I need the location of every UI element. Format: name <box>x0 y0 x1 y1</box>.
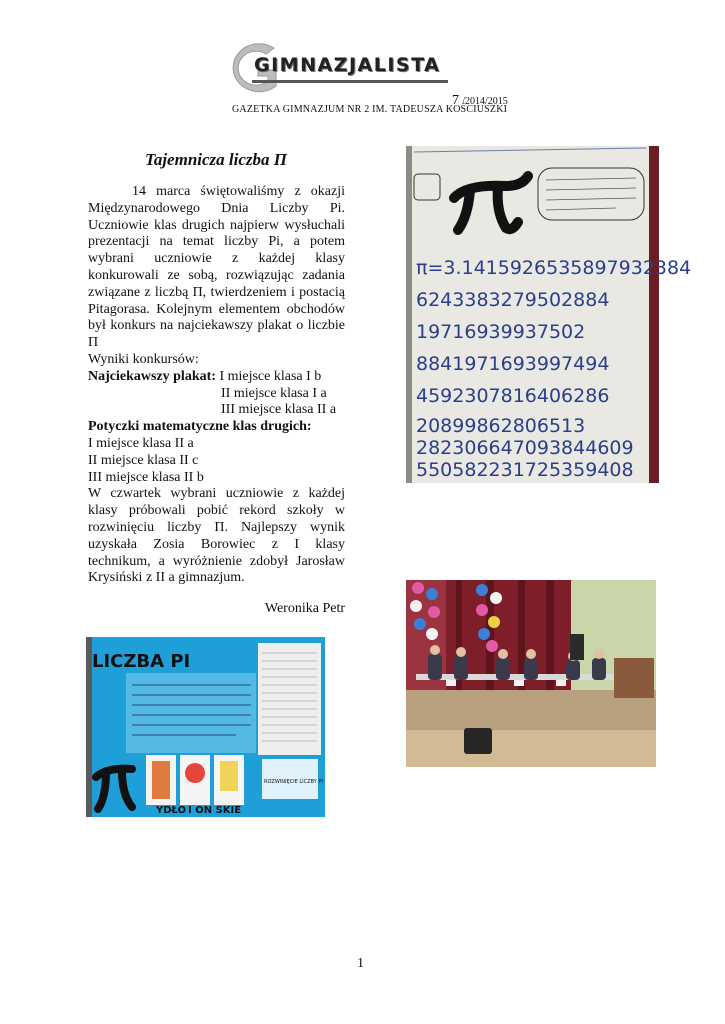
logo-underline <box>252 80 448 83</box>
record-paragraph: W czwartek wybrani uczniowie z każdej klasy próbowali pobić rekord szkoły w rozwinięciu liczby Π. Najlepszy wynik uzyskała Zosia Borowiec z I klasy technikum, a wyróżnienie zdobył Jarosław Krysiński z II a gimnazjum. <box>88 486 345 586</box>
pi-digits-line: 4592307816406286 <box>416 385 610 407</box>
pi-digits-line: 550582231725359408 <box>416 459 634 481</box>
pi-digits-line: 1971693993​7502 <box>416 321 586 343</box>
issue-year: /2014/2015 <box>462 96 508 107</box>
poster-label: Najciekawszy plakat: <box>88 368 216 384</box>
poster-title: LICZBA PI <box>92 651 191 672</box>
logo-text: GIMNAZJALISTA <box>254 54 441 76</box>
pi-digits-line: 2823066470938446​09 <box>416 437 634 459</box>
math-heading: Potyczki matematyczne klas drugich: <box>88 419 312 435</box>
poster-result: II miejsce klasa I a <box>221 385 327 401</box>
pi-poster-drawing <box>406 146 692 483</box>
pi-digits-line: 2089986280651​3 <box>416 415 586 437</box>
math-result: II miejsce klasa II c <box>88 452 199 468</box>
article-body <box>88 184 345 618</box>
pi-digits-line: π=3.14159265358979323​84 <box>416 257 692 279</box>
issue-number: 7 <box>452 93 459 108</box>
poster-result-row <box>88 369 345 386</box>
masthead-logo <box>222 40 448 98</box>
article-title: Tajemnicza liczba Π <box>145 150 287 169</box>
math-result: I miejsce klasa II a <box>88 435 194 451</box>
article-intro: 14 marca świętowaliśmy z okazji Międzynarodowego Dnia Liczby Pi. Uczniowie klas drugich najpierw wysłuchali prezentacji na temat liczby Pi, a potem wybrani uczniowie z każdej klasy konkurowali ze sobą, rozwiązując zadania związane z liczbą Π, twierdzeniem i postacią Pitagorasa. Kolejnym elementem obchodów był konkurs na najciekawszy plakat o liczbie Π <box>88 184 345 351</box>
poster-caption: YDŁO <box>156 805 187 816</box>
results-heading: Wyniki konkursów: <box>88 351 199 367</box>
newsletter-subtitle: GAZETKA GIMNAZJUM NR 2 IM. TADEUSZA KOŚCIUSZKI <box>232 104 508 115</box>
blue-poster-drawing <box>86 637 325 817</box>
pi-poster-photo <box>406 146 692 483</box>
contest-stage-photo <box>406 580 656 767</box>
math-result: III miejsce klasa II b <box>88 469 204 485</box>
contest-stage-drawing <box>406 580 656 767</box>
poster-caption: ROZWINIĘCIE LICZBY PI <box>264 779 323 785</box>
poster-caption: I ON SKIE <box>188 805 242 816</box>
poster-result: I miejsce klasa I b <box>219 368 322 384</box>
poster-result: III miejsce klasa II a <box>221 402 337 418</box>
pi-digits-line: 6243383279502884 <box>416 289 610 311</box>
pi-digits-line: 8841971693997494 <box>416 353 610 375</box>
article-author: Weronika Petr <box>264 601 345 617</box>
page-number: 1 <box>357 956 364 971</box>
blue-poster-photo <box>86 637 325 817</box>
